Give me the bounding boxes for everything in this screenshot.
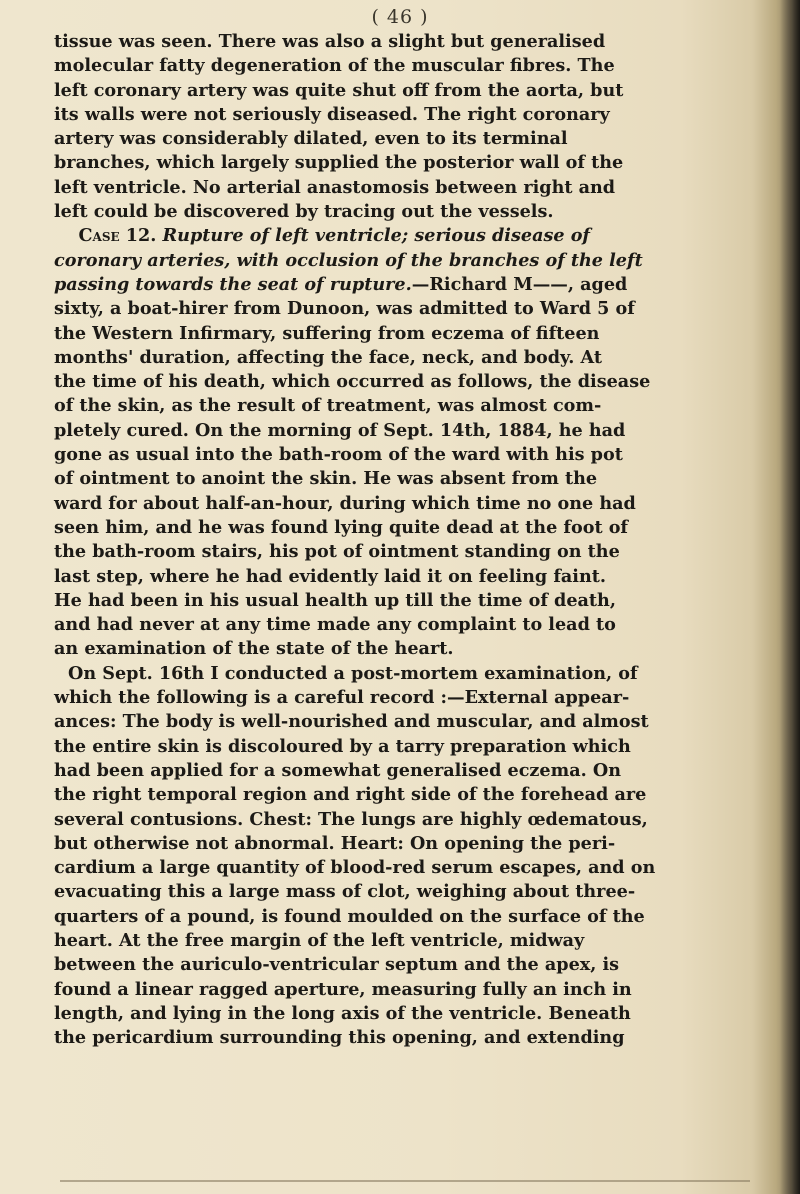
text-line: and had never at any time made any complaint to lead to (54, 614, 616, 636)
text-line: its walls were not seriously diseased. The right coronary (54, 103, 610, 125)
text-line: the pericardium surrounding this opening, and extending (54, 1027, 625, 1049)
case-title: passing towards the seat of rupture. (54, 273, 412, 295)
text-line: found a linear ragged aperture, measuring fully an inch in (54, 978, 632, 1000)
text-line: the right temporal region and right side of the forehead are (54, 784, 647, 806)
text-line: sixty, a boat-hirer from Dunoon, was admitted to Ward 5 of (54, 298, 635, 320)
text-line: heart. At the free margin of the left ventricle, midway (54, 929, 585, 951)
text-line: last step, where he had evidently laid it on feeling faint. (54, 565, 607, 587)
text-line: had been applied for a somewhat generalised eczema. On (54, 759, 621, 781)
text-line: On Sept. 16th I conducted a post-mortem examination, of (68, 662, 638, 684)
text-line: left could be discovered by tracing out the vessels. (54, 201, 554, 223)
page-bottom-edge (60, 1180, 750, 1182)
text-line: left ventricle. No arterial anastomosis between right and (54, 176, 616, 198)
text-line: between the auriculo-ventricular septum and the apex, is (54, 954, 620, 976)
text-line: months' duration, affecting the face, neck, and body. At (54, 346, 602, 368)
text-line: gone as usual into the bath-room of the ward with his pot (54, 444, 623, 466)
text-line: the entire skin is discoloured by a tarry preparation which (54, 735, 631, 757)
book-gutter-shadow (780, 0, 800, 1194)
text-line: which the following is a careful record :—External appear- (54, 687, 630, 709)
text-line: quarters of a pound, is found moulded on the surface of the (54, 905, 645, 927)
text-line: of ointment to anoint the skin. He was absent from the (54, 468, 598, 490)
text-line: pletely cured. On the morning of Sept. 14th, 1884, he had (54, 419, 626, 441)
text-line: seen him, and he was found lying quite dead at the foot of (54, 516, 629, 538)
text-fragment: —Richard M——, aged (411, 273, 628, 295)
case-title: Rupture of left ventricle; serious disease of (162, 225, 590, 247)
text-line: He had been in his usual health up till the time of death, (54, 589, 616, 611)
text-line: but otherwise not abnormal. Heart: On opening the peri- (54, 832, 616, 854)
text-line: the time of his death, which occurred as follows, the disease (54, 371, 651, 393)
text-line: of the skin, as the result of treatment, was almost com- (54, 395, 602, 417)
text-line: ward for about half-an-hour, during which time no one had (54, 492, 636, 514)
text-line: several contusions. Chest: The lungs are highly œdematous, (54, 808, 648, 830)
text-line: ances: The body is well-nourished and muscular, and almost (54, 711, 649, 733)
case-title-end-line (54, 273, 754, 297)
case-heading-line (54, 224, 754, 248)
text-line: evacuating this a large mass of clot, weighing about three- (54, 881, 636, 903)
text-line: the bath-room stairs, his pot of ointment standing on the (54, 541, 620, 563)
case-title: coronary arteries, with occlusion of the branches of the left (54, 249, 643, 271)
text-line: artery was considerably dilated, even to its terminal (54, 128, 568, 150)
case-label: Case 12. (78, 225, 157, 247)
page-number: ( 46 ) (371, 6, 429, 28)
text-line: cardium a large quantity of blood-red serum escapes, and on (54, 857, 656, 879)
body-text (54, 30, 754, 1050)
text-line: tissue was seen. There was also a slight but generalised (54, 31, 606, 52)
text-line: an examination of the state of the heart. (54, 638, 454, 660)
text-line: left coronary artery was quite shut off from the aorta, but (54, 79, 624, 101)
text-line: the Western Infirmary, suffering from eczema of fifteen (54, 322, 600, 344)
text-line: length, and lying in the long axis of the ventricle. Beneath (54, 1002, 631, 1024)
text-line: branches, which largely supplied the posterior wall of the (54, 152, 624, 174)
text-line: molecular fatty degeneration of the muscular fibres. The (54, 55, 615, 77)
